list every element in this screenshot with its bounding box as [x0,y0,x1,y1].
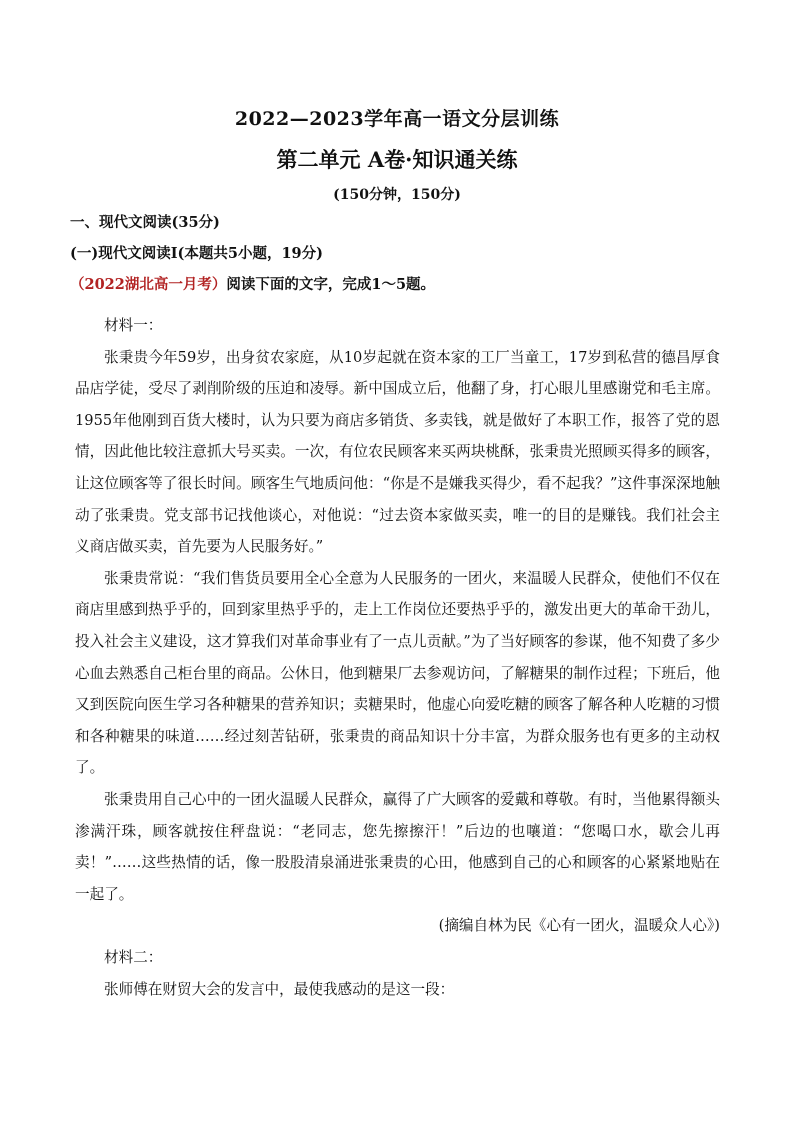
material-one [75,310,720,942]
section-heading: 一、现代文阅读(35分) [70,214,220,231]
instruction-text: 阅读下面的文字，完成1～5题。 [226,276,436,293]
paragraph: 张秉贵常说：“我们售货员要用全心全意为人民服务的一团火，来温暖人民群众，使他们不仅在商店里感到热乎乎的，回到家里热乎乎的，走上工作岗位还要热乎乎的，激发出更大的革命干劲儿，投入社会主义建设，这才算我们对革命事业有了一点儿贡献。”为了当好顾客的参谋，他不知费了多少心血去熟悉自己柜台里的商品。公休日，他到糖果厂去参观访问，了解糖果的制作过程；下班后，他又到医院向医生学习各种糖果的营养知识；卖糖果时，他虚心向爱吃糖的顾客了解各种人吃糖的习惯和各种糖果的味道……经过刻苦钻研，张秉贵的商品知识十分丰富，为群众服务也有更多的主动权了。 [75,569,720,777]
source-tag: （2022湖北高一月考） [70,276,227,293]
material-label: 材料一： [104,317,163,334]
citation: (摘编自林为民《心有一团火，温暖众人心》) [438,917,720,935]
subsection-heading: (一)现代文阅读Ⅰ(本题共5小题，19分) [70,245,323,262]
material-two [75,942,720,1005]
document-title: 2022—2023学年高一语文分层训练 [234,108,560,130]
material-label: 材料二： [104,949,163,966]
paragraph: 张秉贵用自己心中的一团火温暖人民群众，赢得了广大顾客的爱戴和尊敬。有时，当他累得额头渗满汗珠，顾客就按住秤盘说：“老同志，您先擦擦汗！”后边的也嚷道：“您喝口水，歇会儿再卖！”……这些热情的话，像一股股清泉涌进张秉贵的心田，他感到自己的心和顾客的心紧紧地贴在一起了。 [75,790,720,903]
paragraph: 张师傅在财贸大会的发言中，最使我感动的是这一段： [104,980,455,998]
paragraph: 张秉贵今年59岁，出身贫农家庭，从10岁起就在资本家的工厂当童工，17岁到私营的德昌厚食品店学徒，受尽了剥削阶级的压迫和凌辱。新中国成立后，他翻了身，打心眼儿里感谢党和毛主席。1955年他刚到百货大楼时，认为只要为商店多销货、多卖钱，就是做好了本职工作，报答了党的恩情，因此他比较注意抓大号买卖。一次，有位农民顾客来买两块桃酥，张秉贵光照顾买得多的顾客，让这位顾客等了很长时间。顾客生气地质问他：“你是不是嫌我买得少，看不起我？”这件事深深地触动了张秉贵。党支部书记找他谈心，对他说：“过去资本家做买卖，唯一的目的是赚钱。我们社会主义商店做买卖，首先要为人民服务好。” [75,348,720,556]
reading-instruction [70,273,435,294]
unit-title: 第二单元 A卷·知识通关练 [276,147,518,172]
time-score: (150分钟，150分) [333,187,461,203]
